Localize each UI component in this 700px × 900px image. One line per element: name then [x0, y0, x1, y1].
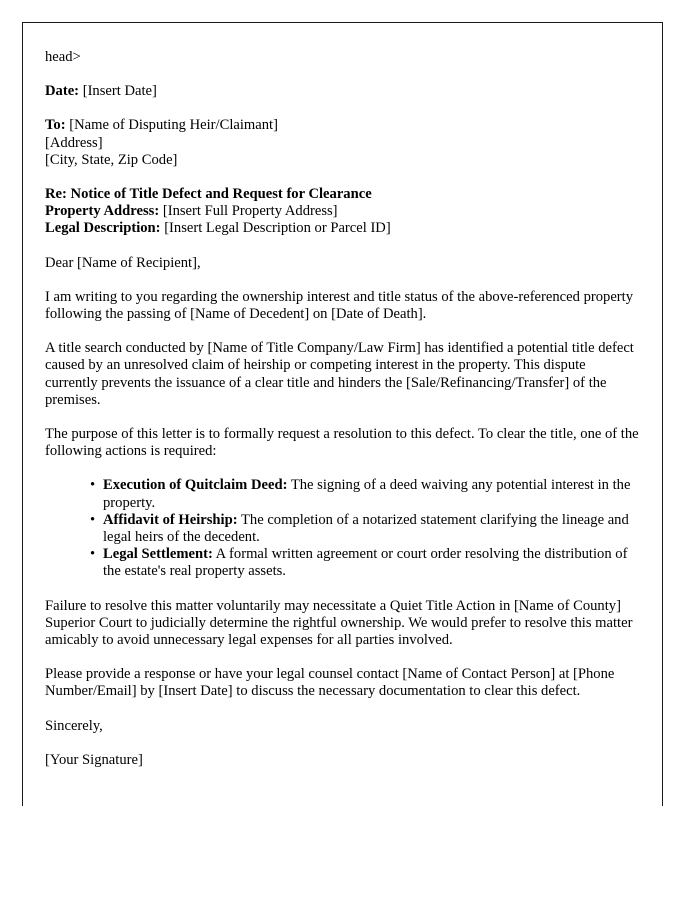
recipient-address: [Address] — [45, 134, 103, 151]
spacer — [45, 100, 641, 117]
re-subject: Notice of Title Defect and Request for Clearance — [70, 186, 372, 203]
closing-salutation: Sincerely, — [45, 717, 103, 734]
spacer — [45, 649, 641, 666]
spacer — [45, 735, 641, 752]
spacer — [45, 323, 641, 340]
recipient-name: [Name of Disputing Heir/Claimant] — [69, 117, 278, 134]
signature-placeholder: [Your Signature] — [45, 751, 143, 768]
date-line — [45, 83, 641, 100]
action-term: Legal Settlement: — [103, 546, 213, 563]
paragraph-title-search: A title search conducted by [Name of Title Company/Law Firm] has identified a potential title defect caused by an unresolved claim of heirship or competing interest in the property. This dispute currently prevents the issuance of a clear title and hinders the [Sale/Refinancing/Transfer] of the premises. — [45, 340, 634, 408]
required-actions-list — [45, 477, 641, 580]
action-term: Execution of Quitclaim Deed: — [103, 477, 288, 494]
spacer — [45, 701, 641, 718]
re-label: Re: — [45, 186, 67, 203]
action-description: The completion of a notarized statement clarifying the lineage and legal heirs of the decedent. — [103, 511, 629, 546]
list-item — [91, 477, 641, 511]
date-value: [Insert Date] — [82, 83, 157, 100]
recipient-name-line — [45, 117, 641, 134]
spacer — [45, 66, 641, 83]
property-address-value: [Insert Full Property Address] — [162, 203, 338, 220]
spacer — [45, 272, 641, 289]
date-label: Date: — [45, 83, 80, 100]
legal-description-value: [Insert Legal Description or Parcel ID] — [164, 220, 391, 237]
re-line — [45, 186, 641, 203]
action-description: The signing of a deed waiving any potential interest in the property. — [103, 477, 631, 511]
document-body — [45, 49, 641, 769]
document-page-frame — [22, 22, 663, 806]
legal-description-label: Legal Description: — [45, 220, 161, 237]
paragraph-quiet-title-action: Failure to resolve this matter voluntarily may necessitate a Quiet Title Action in [Name of County] Superior Court to judicially determine the rightful ownership. We would prefer to resolve this matter amicably to avoid unnecessary legal expenses for all parties involved. — [45, 597, 633, 649]
recipient-city-state-zip: [City, State, Zip Code] — [45, 151, 178, 168]
list-item — [91, 512, 641, 546]
spacer — [45, 409, 641, 426]
paragraph-response-request: Please provide a response or have your legal counsel contact [Name of Contact Person] at [Phone Number/Email] by [Insert Date] to discuss the necessary documentation to clear this defect. — [45, 666, 615, 700]
spacer — [45, 238, 641, 255]
paragraph-purpose: The purpose of this letter is to formally request a resolution to this defect. To clear the title, one of the following actions is required: — [45, 426, 639, 460]
action-term: Affidavit of Heirship: — [103, 511, 238, 528]
to-label: To: — [45, 117, 66, 134]
stray-html-fragment: head> — [45, 49, 81, 65]
spacer — [45, 581, 641, 598]
paragraph-introduction: I am writing to you regarding the ownership interest and title status of the above-referenced property following the passing of [Name of Decedent] on [Date of Death]. — [45, 288, 634, 323]
property-address-label: Property Address: — [45, 203, 160, 220]
salutation: Dear [Name of Recipient], — [45, 254, 201, 271]
list-item — [91, 546, 641, 580]
legal-description-line — [45, 220, 641, 237]
property-address-line — [45, 203, 641, 220]
spacer — [45, 169, 641, 186]
spacer — [45, 460, 641, 477]
action-description: A formal written agreement or court order resolving the distribution of the estate's real property assets. — [103, 546, 628, 580]
